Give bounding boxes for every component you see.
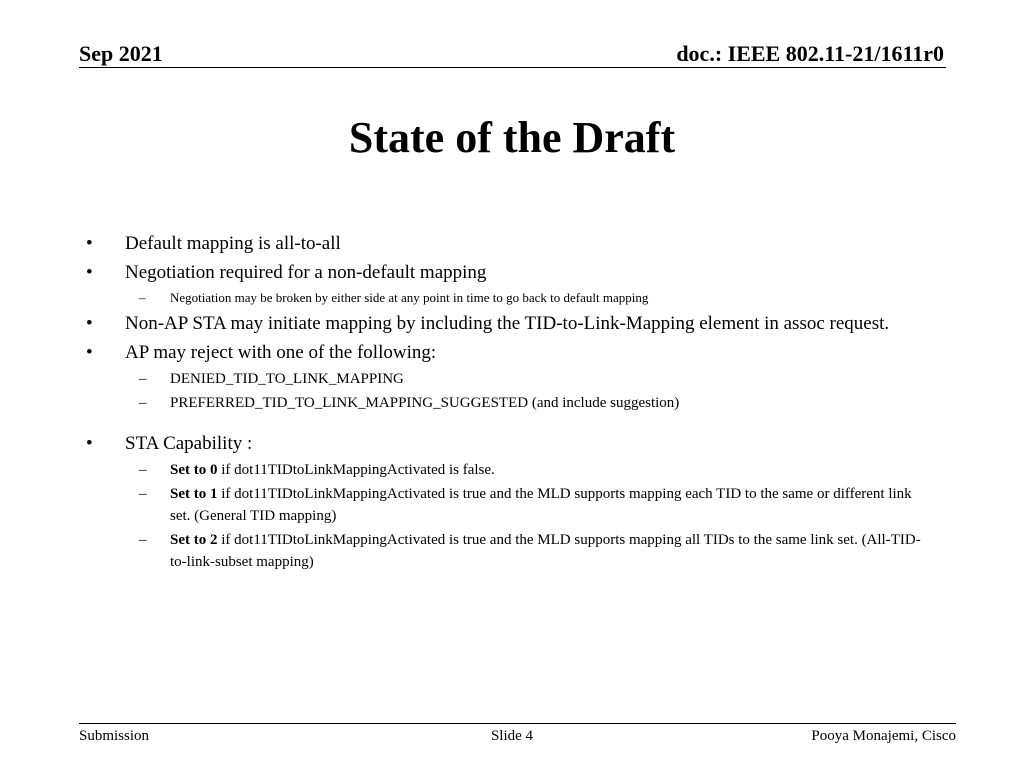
footer-author: Pooya Monajemi, Cisco	[811, 728, 956, 744]
bullet-text: Negotiation required for a non-default mapping	[125, 262, 487, 283]
subbullet-bold-label: Set to 1	[170, 486, 218, 502]
footer-divider	[79, 723, 956, 724]
subbullet-set-to-1	[0, 483, 1024, 527]
header-date: Sep 2021	[79, 41, 163, 66]
footer-submission: Submission	[79, 728, 150, 744]
bullet-text: AP may reject with one of the following:	[125, 342, 437, 363]
header-doc-id: doc.: IEEE 802.11-21/1611r0	[676, 41, 944, 66]
subbullet-bold-label: Set to 0	[170, 462, 218, 478]
footer-slide-number: Slide 4	[490, 728, 534, 744]
subbullet-negotiation-broken	[0, 288, 1024, 308]
bullet-marker: •	[86, 313, 93, 334]
dash-marker: –	[139, 371, 147, 387]
bullet-text: STA Capability :	[125, 433, 253, 454]
subbullet-text: if dot11TIDtoLinkMappingActivated is true and the MLD supports mapping each TID to the same or different link set. (General TID mapping)	[170, 486, 912, 524]
subbullet-text: if dot11TIDtoLinkMappingActivated is false.	[217, 462, 495, 478]
subbullet-denied	[0, 368, 1024, 390]
subbullet-set-to-2	[0, 529, 1024, 573]
subbullet-preferred	[0, 392, 1024, 414]
bullet-marker: •	[86, 342, 93, 363]
bullet-marker: •	[86, 433, 93, 454]
slide-title: State of the Draft	[348, 113, 676, 162]
dash-marker: –	[139, 290, 146, 305]
slide-content	[0, 228, 1024, 573]
dash-marker: –	[139, 462, 147, 478]
dash-marker: –	[139, 486, 147, 502]
bullet-ap-may-reject	[0, 340, 1024, 366]
bullet-marker: •	[86, 262, 93, 283]
subbullet-bold-label: Set to 2	[170, 532, 218, 548]
dash-marker: –	[139, 532, 147, 548]
header-divider	[79, 67, 946, 68]
bullet-text: Non-AP STA may initiate mapping by including the TID-to-Link-Mapping element in assoc request.	[125, 313, 890, 334]
subbullet-set-to-0	[0, 459, 1024, 481]
spacer	[0, 414, 1024, 428]
subbullet-text: Negotiation may be broken by either side at any point in time to go back to default mapping	[170, 290, 649, 305]
subbullet-text: PREFERRED_TID_TO_LINK_MAPPING_SUGGESTED (and include suggestion)	[170, 395, 680, 411]
bullet-text: Default mapping is all-to-all	[125, 233, 341, 254]
subbullet-text: if dot11TIDtoLinkMappingActivated is true and the MLD supports mapping all TIDs to the same link set. (All-TID-to-link-subset mapping)	[170, 532, 921, 570]
subbullet-text: DENIED_TID_TO_LINK_MAPPING	[170, 371, 404, 387]
bullet-marker: •	[86, 233, 93, 254]
bullet-negotiation-required	[0, 260, 1024, 286]
dash-marker: –	[139, 395, 147, 411]
bullet-non-ap-sta	[0, 311, 1024, 337]
bullet-sta-capability	[0, 431, 1024, 457]
bullet-default-mapping	[0, 231, 1024, 257]
